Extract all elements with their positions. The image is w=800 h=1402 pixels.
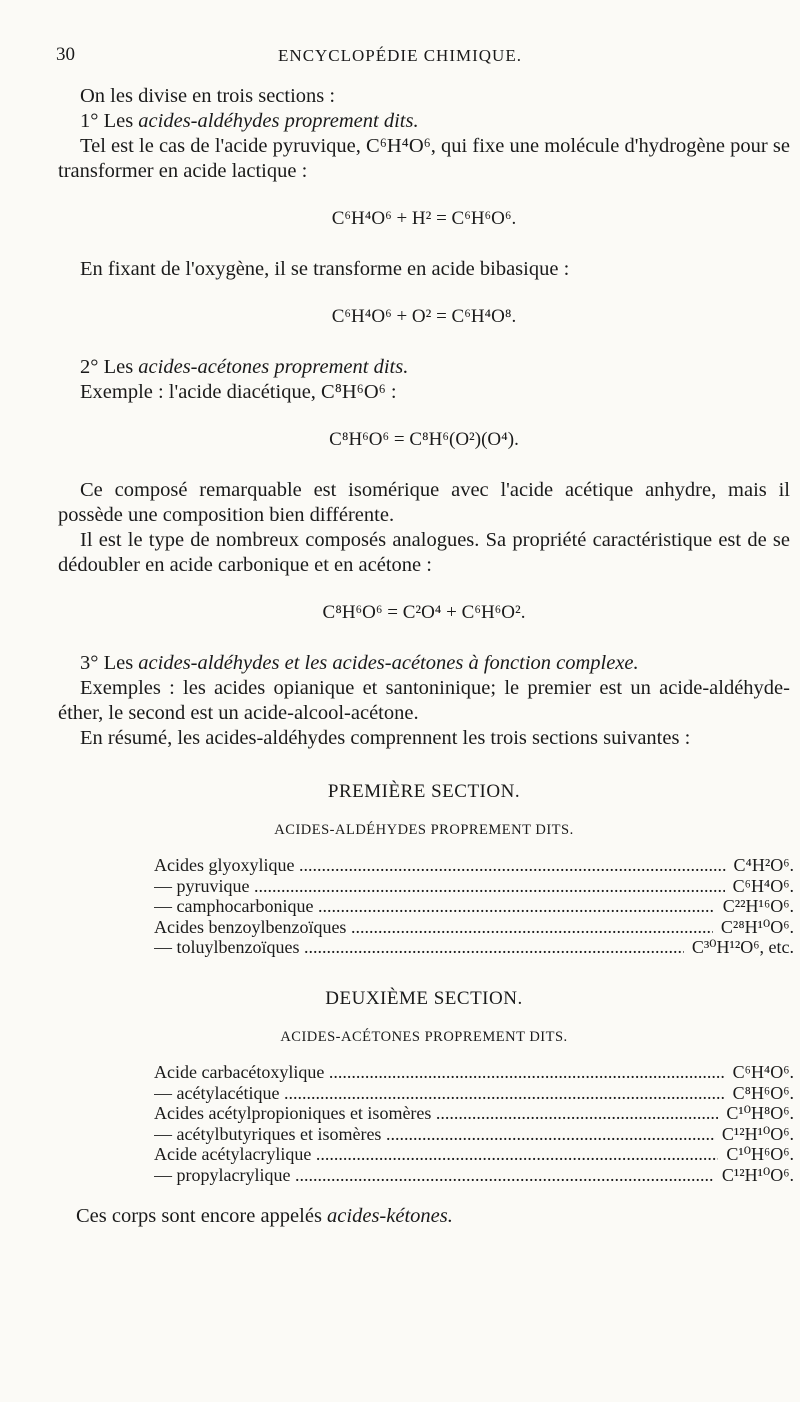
compound-name: — acétylbutyriques et isomères ..... — [154, 1124, 714, 1145]
section-heading-3: 3° Les acides-aldéhydes et les acides-acétones à fonction complexe. — [80, 652, 639, 674]
list-item — [154, 1165, 794, 1186]
compound-name: Acides acétylpropioniques et isomères ..... — [154, 1103, 718, 1124]
compound-name: Acide carbacétoxylique ..... — [154, 1062, 725, 1083]
compound-formula: C¹⁰H⁶O⁶. — [726, 1144, 794, 1165]
paragraph-oxygene: En fixant de l'oxygène, il se transforme en acide bibasique : — [80, 258, 570, 280]
compound-name: Acides benzoylbenzoïques ..... — [154, 917, 713, 938]
section-2-title: DEUXIÈME SECTION. — [325, 987, 523, 1009]
compound-formula: C¹²H¹⁰O⁶. — [721, 1164, 794, 1185]
compound-formula: C⁴H²O⁶. — [733, 855, 794, 875]
list-item — [154, 1083, 794, 1104]
list-item — [154, 855, 794, 876]
paragraph-pyruvique: Tel est le cas de l'acide pyruvique, C⁶H⁴O⁶, qui fixe une molécule d'hydrogène pour se transformer en acide lactique : — [58, 135, 790, 182]
section-heading-2: 2° Les acides-acétones proprement dits. — [80, 356, 409, 378]
section-1-subtitle: ACIDES-ALDÉHYDES PROPREMENT DITS. — [274, 822, 574, 838]
section-2-subtitle: ACIDES-ACÉTONES PROPREMENT DITS. — [280, 1028, 568, 1045]
compound-formula: C²⁸H¹⁰O⁶. — [720, 916, 794, 937]
equation-1: C⁶H⁴O⁶ + H² = C⁶H⁶O⁶. — [331, 208, 517, 229]
page-number: 30 — [56, 44, 75, 65]
equation-4: C⁸H⁶O⁶ = C²O⁴ + C⁶H⁶O². — [322, 602, 526, 623]
intro-paragraph: On les divise en trois sections : — [80, 85, 336, 107]
section-1-list — [154, 855, 794, 958]
compound-formula: C³⁰H¹²O⁶, etc. — [691, 937, 794, 958]
list-item — [154, 1124, 794, 1145]
compound-name: — camphocarbonique ..... — [154, 896, 715, 917]
compound-formula: C⁶H⁴O⁶. — [732, 875, 794, 896]
paragraph-compose: Ce composé remarquable est isomérique avec l'acide acétique anhydre, mais il possède une composition bien différente. — [58, 479, 790, 526]
compound-formula: C⁸H⁶O⁶. — [732, 1082, 794, 1103]
list-item — [154, 937, 794, 958]
equation-2: C⁶H⁴O⁶ + O² = C⁶H⁴O⁸. — [331, 306, 517, 327]
compound-formula: C¹²H¹⁰O⁶. — [721, 1123, 794, 1144]
section-heading-1-title: acides-aldéhydes proprement dits. — [138, 110, 419, 132]
page-header — [56, 44, 744, 70]
section-1-title: PREMIÈRE SECTION. — [327, 781, 521, 802]
compound-formula: C⁶H⁴O⁶. — [732, 1061, 794, 1082]
compound-name: Acides glyoxylique ..... — [154, 855, 726, 876]
section-heading-1: 1° Les acides-aldéhydes proprement dits. — [80, 110, 419, 132]
section-2-list — [154, 1062, 794, 1186]
closing-term: acides-kétones. — [327, 1204, 453, 1227]
closing-paragraph: Ces corps sont encore appelés acides-kétones. — [76, 1204, 453, 1227]
section-heading-2-title: acides-acétones proprement dits. — [138, 356, 409, 378]
compound-name: — toluylbenzoïques ..... — [154, 937, 684, 958]
compound-name: Acide acétylacrylique ..... — [154, 1144, 718, 1165]
compound-name: — acétylacétique ..... — [154, 1083, 725, 1104]
compound-name: — pyruvique ..... — [154, 876, 725, 897]
compound-name: — propylacrylique ..... — [154, 1165, 714, 1186]
list-item — [154, 917, 794, 938]
compound-formula: C²²H¹⁶O⁶. — [722, 896, 794, 917]
paragraph-resume: En résumé, les acides-aldéhydes comprennent les trois sections suivantes : — [80, 727, 691, 749]
list-item — [154, 1103, 794, 1124]
list-item — [154, 1062, 794, 1083]
paragraph-exemple: Exemple : l'acide diacétique, C⁸H⁶O⁶ : — [80, 381, 397, 403]
compound-formula: C¹⁰H⁸O⁶. — [726, 1103, 794, 1124]
equation-3: C⁸H⁶O⁶ = C⁸H⁶(O²)(O⁴). — [329, 429, 519, 450]
running-title: ENCYCLOPÉDIE CHIMIQUE. — [278, 46, 522, 65]
paragraph-type: Il est le type de nombreux composés analogues. Sa propriété caractéristique est de se dédoubler en acide carbonique et en acétone : — [58, 529, 790, 576]
section-heading-3-title: acides-aldéhydes et les acides-acétones à fonction complexe. — [138, 652, 639, 674]
list-item — [154, 1144, 794, 1165]
list-item — [154, 896, 794, 917]
paragraph-exemples: Exemples : les acides opianique et santoninique; le premier est un acide-aldéhyde-éther, le second est un acide-alcool-acétone. — [58, 677, 790, 724]
page-body — [58, 84, 794, 1229]
list-item — [154, 876, 794, 897]
